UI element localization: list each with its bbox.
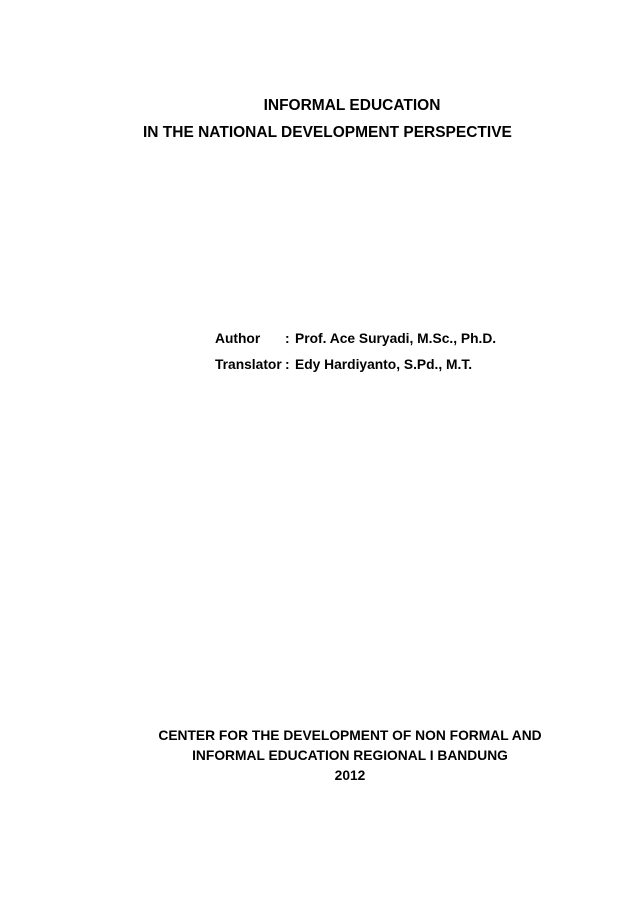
author-row <box>215 326 496 352</box>
publication-year: 2012 <box>334 768 366 783</box>
translator-separator: : <box>285 357 290 372</box>
document-title <box>120 92 580 146</box>
publisher-line-1: CENTER FOR THE DEVELOPMENT OF NON FORMAL AND <box>158 728 542 743</box>
title-line-1: INFORMAL EDUCATION <box>263 97 441 114</box>
publisher-block <box>140 726 560 786</box>
author-separator: : <box>285 331 290 346</box>
title-line-2: IN THE NATIONAL DEVELOPMENT PERSPECTIVE <box>143 124 512 141</box>
author-name: Prof. Ace Suryadi, M.Sc., Ph.D. <box>295 331 497 346</box>
translator-label: Translator <box>215 357 282 372</box>
author-label: Author <box>215 331 261 346</box>
publisher-line-2: INFORMAL EDUCATION REGIONAL I BANDUNG <box>192 748 508 763</box>
translator-name: Edy Hardiyanto, S.Pd., M.T. <box>295 357 473 372</box>
translator-row <box>215 352 496 378</box>
credits-block <box>215 326 496 378</box>
